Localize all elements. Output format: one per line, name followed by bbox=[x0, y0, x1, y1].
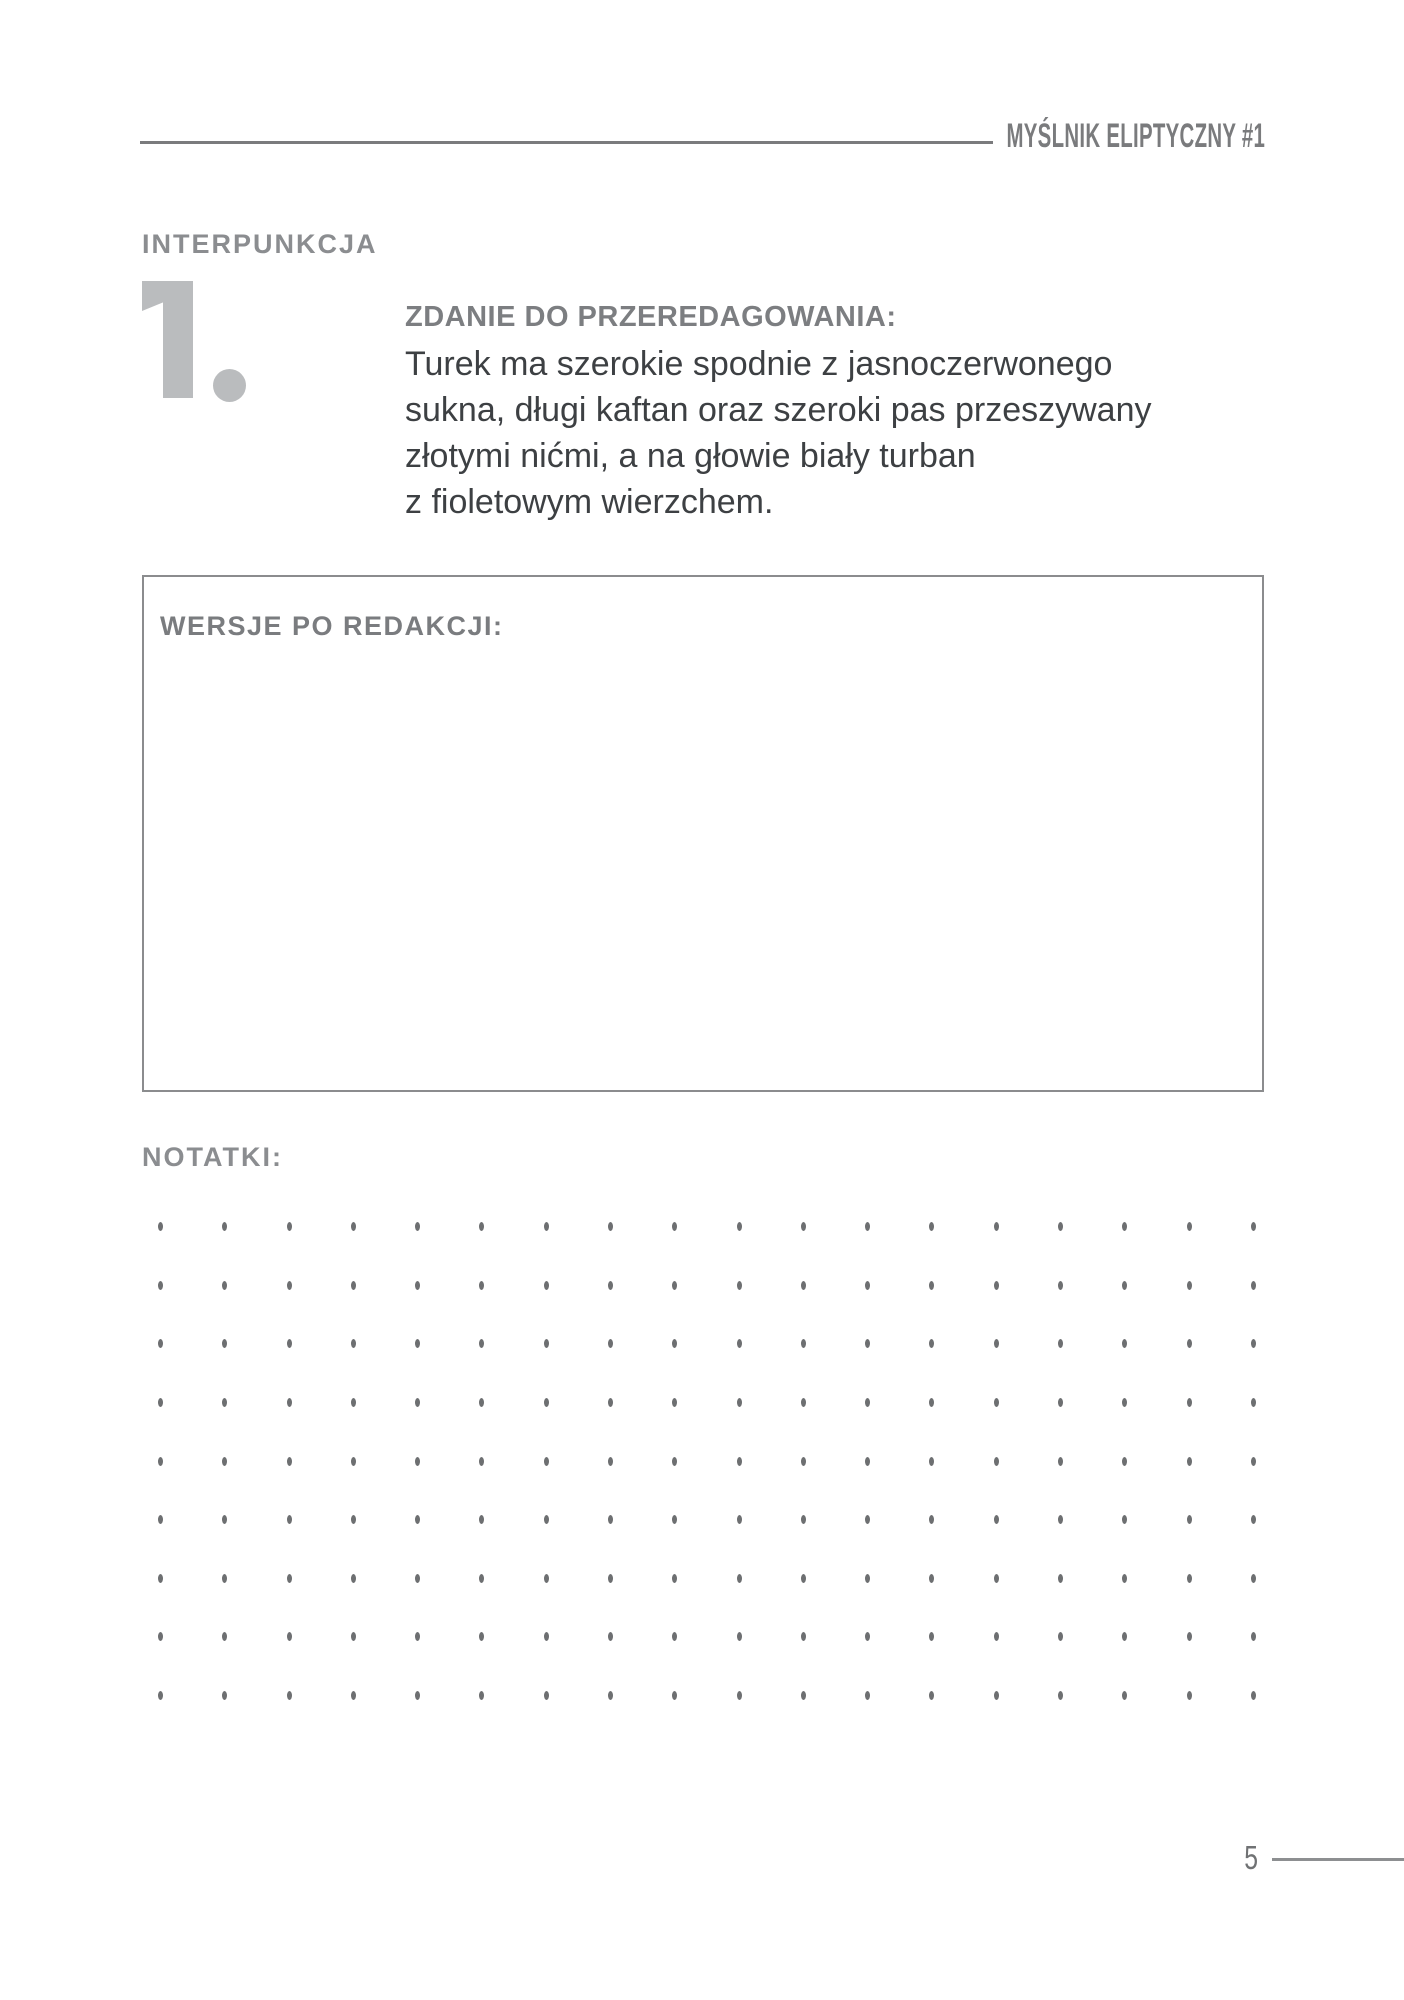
dot-grid-row bbox=[158, 1281, 1256, 1290]
grid-dot bbox=[222, 1691, 227, 1700]
grid-dot bbox=[158, 1457, 163, 1466]
grid-dot bbox=[737, 1574, 742, 1583]
grid-dot bbox=[801, 1339, 806, 1348]
grid-dot bbox=[1122, 1281, 1127, 1290]
grid-dot bbox=[287, 1339, 292, 1348]
grid-dot bbox=[994, 1398, 999, 1407]
answer-box-label: WERSJE PO REDAKCJI: bbox=[160, 611, 504, 641]
footer-rule bbox=[1272, 1858, 1404, 1861]
dot-grid-row bbox=[158, 1574, 1256, 1583]
grid-dot bbox=[351, 1457, 356, 1466]
grid-dot bbox=[222, 1398, 227, 1407]
grid-dot bbox=[479, 1339, 484, 1348]
grid-dot bbox=[1187, 1398, 1192, 1407]
grid-dot bbox=[415, 1398, 420, 1407]
grid-dot bbox=[287, 1515, 292, 1524]
grid-dot bbox=[1251, 1281, 1256, 1290]
grid-dot bbox=[1187, 1515, 1192, 1524]
grid-dot bbox=[737, 1515, 742, 1524]
grid-dot bbox=[158, 1515, 163, 1524]
grid-dot bbox=[737, 1281, 742, 1290]
grid-dot bbox=[929, 1574, 934, 1583]
grid-dot bbox=[1058, 1339, 1063, 1348]
grid-dot bbox=[351, 1515, 356, 1524]
grid-dot bbox=[1122, 1398, 1127, 1407]
grid-dot bbox=[1122, 1339, 1127, 1348]
grid-dot bbox=[929, 1515, 934, 1524]
grid-dot bbox=[158, 1574, 163, 1583]
grid-dot bbox=[865, 1515, 870, 1524]
grid-dot bbox=[479, 1222, 484, 1231]
grid-dot bbox=[222, 1515, 227, 1524]
grid-dot bbox=[1187, 1339, 1192, 1348]
grid-dot bbox=[222, 1632, 227, 1641]
grid-dot bbox=[287, 1457, 292, 1466]
grid-dot bbox=[351, 1691, 356, 1700]
exercise-line: złotymi nićmi, a na głowie biały turban bbox=[405, 437, 976, 475]
grid-dot bbox=[801, 1222, 806, 1231]
grid-dot bbox=[415, 1515, 420, 1524]
grid-dot bbox=[865, 1339, 870, 1348]
grid-dot bbox=[479, 1515, 484, 1524]
numeral-flag-slant-shape bbox=[142, 302, 164, 311]
grid-dot bbox=[1058, 1281, 1063, 1290]
grid-dot bbox=[544, 1515, 549, 1524]
grid-dot bbox=[222, 1281, 227, 1290]
dot-grid-row bbox=[158, 1398, 1256, 1407]
grid-dot bbox=[1122, 1457, 1127, 1466]
dot-grid-row bbox=[158, 1457, 1256, 1466]
grid-dot bbox=[672, 1691, 677, 1700]
grid-dot bbox=[351, 1574, 356, 1583]
grid-dot bbox=[994, 1515, 999, 1524]
grid-dot bbox=[865, 1632, 870, 1641]
grid-dot bbox=[415, 1691, 420, 1700]
grid-dot bbox=[544, 1691, 549, 1700]
grid-dot bbox=[994, 1691, 999, 1700]
grid-dot bbox=[1187, 1632, 1192, 1641]
exercise-line: z fioletowym wierzchem. bbox=[405, 483, 774, 521]
grid-dot bbox=[158, 1339, 163, 1348]
dot-grid-row bbox=[158, 1339, 1256, 1348]
grid-dot bbox=[479, 1457, 484, 1466]
grid-dot bbox=[479, 1574, 484, 1583]
grid-dot bbox=[479, 1398, 484, 1407]
grid-dot bbox=[672, 1457, 677, 1466]
grid-dot bbox=[801, 1632, 806, 1641]
grid-dot bbox=[672, 1339, 677, 1348]
grid-dot bbox=[1251, 1398, 1256, 1407]
grid-dot bbox=[222, 1222, 227, 1231]
grid-dot bbox=[415, 1632, 420, 1641]
grid-dot bbox=[994, 1457, 999, 1466]
grid-dot bbox=[801, 1574, 806, 1583]
grid-dot bbox=[672, 1515, 677, 1524]
grid-dot bbox=[351, 1398, 356, 1407]
grid-dot bbox=[1251, 1339, 1256, 1348]
dot-grid-row bbox=[158, 1515, 1256, 1524]
grid-dot bbox=[287, 1574, 292, 1583]
grid-dot bbox=[672, 1281, 677, 1290]
grid-dot bbox=[1058, 1515, 1063, 1524]
grid-dot bbox=[994, 1574, 999, 1583]
grid-dot bbox=[1058, 1632, 1063, 1641]
grid-dot bbox=[929, 1281, 934, 1290]
grid-dot bbox=[1251, 1515, 1256, 1524]
grid-dot bbox=[544, 1574, 549, 1583]
grid-dot bbox=[415, 1574, 420, 1583]
grid-dot bbox=[1187, 1281, 1192, 1290]
grid-dot bbox=[351, 1281, 356, 1290]
grid-dot bbox=[1122, 1222, 1127, 1231]
grid-dot bbox=[608, 1222, 613, 1231]
grid-dot bbox=[1251, 1222, 1256, 1231]
grid-dot bbox=[222, 1339, 227, 1348]
grid-dot bbox=[222, 1574, 227, 1583]
grid-dot bbox=[801, 1398, 806, 1407]
grid-dot bbox=[929, 1691, 934, 1700]
grid-dot bbox=[479, 1632, 484, 1641]
exercise-label: ZDANIE DO PRZEREDAGOWANIA: bbox=[405, 301, 897, 333]
grid-dot bbox=[608, 1339, 613, 1348]
grid-dot bbox=[608, 1281, 613, 1290]
grid-dot bbox=[929, 1398, 934, 1407]
grid-dot bbox=[158, 1281, 163, 1290]
dot-grid-row bbox=[158, 1691, 1256, 1700]
grid-dot bbox=[994, 1222, 999, 1231]
category-heading: INTERPUNKCJA bbox=[142, 229, 378, 259]
grid-dot bbox=[1058, 1574, 1063, 1583]
grid-dot bbox=[1187, 1574, 1192, 1583]
grid-dot bbox=[672, 1632, 677, 1641]
grid-dot bbox=[929, 1632, 934, 1641]
page-number: 5 bbox=[1244, 1839, 1258, 1876]
grid-dot bbox=[737, 1691, 742, 1700]
grid-dot bbox=[994, 1281, 999, 1290]
grid-dot bbox=[1187, 1457, 1192, 1466]
grid-dot bbox=[672, 1222, 677, 1231]
grid-dot bbox=[608, 1632, 613, 1641]
grid-dot bbox=[672, 1398, 677, 1407]
grid-dot bbox=[608, 1574, 613, 1583]
grid-dot bbox=[737, 1457, 742, 1466]
grid-dot bbox=[544, 1398, 549, 1407]
numeral-period-shape bbox=[213, 369, 246, 402]
grid-dot bbox=[158, 1632, 163, 1641]
notes-heading: NOTATKI: bbox=[142, 1142, 283, 1172]
grid-dot bbox=[544, 1632, 549, 1641]
grid-dot bbox=[287, 1632, 292, 1641]
series-title: MYŚLNIK ELIPTYCZNY #1 bbox=[1006, 117, 1265, 155]
grid-dot bbox=[1251, 1632, 1256, 1641]
grid-dot bbox=[801, 1691, 806, 1700]
section-number bbox=[142, 281, 250, 401]
notes-dot-grid bbox=[158, 1222, 1256, 1700]
grid-dot bbox=[865, 1457, 870, 1466]
grid-dot bbox=[351, 1222, 356, 1231]
grid-dot bbox=[801, 1281, 806, 1290]
grid-dot bbox=[158, 1691, 163, 1700]
grid-dot bbox=[865, 1222, 870, 1231]
dot-grid-row bbox=[158, 1632, 1256, 1641]
grid-dot bbox=[737, 1339, 742, 1348]
grid-dot bbox=[287, 1691, 292, 1700]
grid-dot bbox=[1251, 1691, 1256, 1700]
dot-grid-row bbox=[158, 1222, 1256, 1231]
grid-dot bbox=[479, 1281, 484, 1290]
answer-box bbox=[142, 575, 1264, 1092]
header-rule bbox=[140, 141, 993, 144]
grid-dot bbox=[222, 1457, 227, 1466]
grid-dot bbox=[737, 1398, 742, 1407]
grid-dot bbox=[415, 1339, 420, 1348]
grid-dot bbox=[1058, 1398, 1063, 1407]
grid-dot bbox=[608, 1691, 613, 1700]
grid-dot bbox=[1122, 1691, 1127, 1700]
grid-dot bbox=[415, 1457, 420, 1466]
grid-dot bbox=[1122, 1632, 1127, 1641]
grid-dot bbox=[929, 1222, 934, 1231]
numeral-flag-shape bbox=[142, 281, 164, 302]
grid-dot bbox=[287, 1398, 292, 1407]
grid-dot bbox=[929, 1457, 934, 1466]
grid-dot bbox=[479, 1691, 484, 1700]
numeral-stem-shape bbox=[163, 281, 193, 398]
grid-dot bbox=[608, 1457, 613, 1466]
grid-dot bbox=[287, 1281, 292, 1290]
grid-dot bbox=[544, 1281, 549, 1290]
grid-dot bbox=[801, 1457, 806, 1466]
grid-dot bbox=[1122, 1574, 1127, 1583]
grid-dot bbox=[1251, 1457, 1256, 1466]
grid-dot bbox=[1058, 1222, 1063, 1231]
grid-dot bbox=[415, 1281, 420, 1290]
grid-dot bbox=[158, 1398, 163, 1407]
grid-dot bbox=[865, 1281, 870, 1290]
grid-dot bbox=[737, 1632, 742, 1641]
grid-dot bbox=[1058, 1457, 1063, 1466]
grid-dot bbox=[544, 1457, 549, 1466]
grid-dot bbox=[672, 1574, 677, 1583]
grid-dot bbox=[544, 1339, 549, 1348]
grid-dot bbox=[1122, 1515, 1127, 1524]
grid-dot bbox=[737, 1222, 742, 1231]
grid-dot bbox=[1187, 1691, 1192, 1700]
grid-dot bbox=[994, 1632, 999, 1641]
grid-dot bbox=[608, 1515, 613, 1524]
exercise-line: Turek ma szerokie spodnie z jasnoczerwonego bbox=[405, 345, 1113, 383]
grid-dot bbox=[415, 1222, 420, 1231]
grid-dot bbox=[865, 1398, 870, 1407]
grid-dot bbox=[1251, 1574, 1256, 1583]
exercise-text bbox=[405, 341, 1151, 525]
grid-dot bbox=[1187, 1222, 1192, 1231]
grid-dot bbox=[287, 1222, 292, 1231]
grid-dot bbox=[994, 1339, 999, 1348]
grid-dot bbox=[865, 1574, 870, 1583]
grid-dot bbox=[608, 1398, 613, 1407]
grid-dot bbox=[929, 1339, 934, 1348]
exercise-line: sukna, długi kaftan oraz szeroki pas przeszywany bbox=[405, 391, 1152, 429]
grid-dot bbox=[158, 1222, 163, 1231]
grid-dot bbox=[351, 1339, 356, 1348]
grid-dot bbox=[801, 1515, 806, 1524]
grid-dot bbox=[351, 1632, 356, 1641]
grid-dot bbox=[865, 1691, 870, 1700]
grid-dot bbox=[1058, 1691, 1063, 1700]
grid-dot bbox=[544, 1222, 549, 1231]
